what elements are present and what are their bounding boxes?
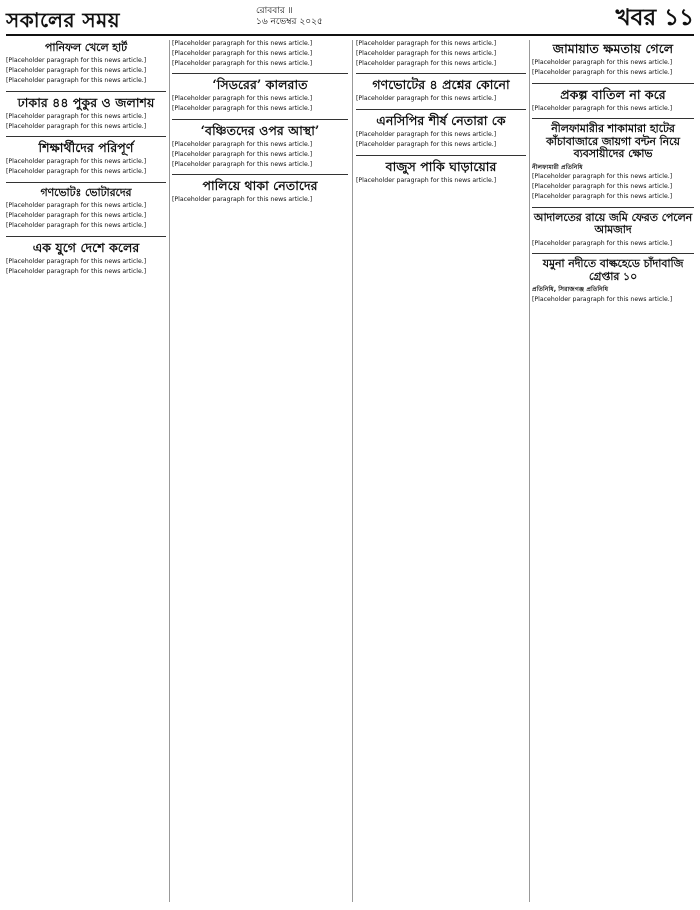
article-paragraph: [Placeholder paragraph for this news article.] [172,40,313,47]
article-paragraph: [Placeholder paragraph for this news article.] [356,59,497,67]
news-article [172,124,348,168]
article-headline[interactable]: গণভোটঃ ভোটারদের [40,185,132,199]
article-paragraph: [Placeholder paragraph for this news article.] [532,296,673,304]
news-article [172,40,348,67]
article-paragraph: [Placeholder paragraph for this news article.] [532,173,673,181]
article-paragraph: [Placeholder paragraph for this news article.] [356,49,497,57]
article-separator [532,118,694,119]
article-headline[interactable]: আদালতের রায়ে জমি ফেরত পেলেন আমজাদ [533,210,693,237]
article-separator [356,109,526,110]
article-headline[interactable]: এনসিপির শীর্ষ নেতারা কে [376,113,506,129]
news-article [6,141,166,176]
issue-date: ১৬ নভেম্বর ২০২৫ [256,17,323,27]
article-paragraph: [Placeholder paragraph for this news article.] [356,95,497,103]
article-headline[interactable]: যমুনা নদীতে বাল্কহেডে চাঁদাবাজি গ্রেপ্তার ১০ [542,257,684,283]
article-paragraph: [Placeholder paragraph for this news article.] [532,104,673,112]
column-divider [169,40,170,902]
article-separator [6,91,166,92]
issue-date-block [256,6,323,28]
article-paragraph: [Placeholder paragraph for this news article.] [6,257,147,265]
news-article [6,187,166,230]
news-article [356,40,526,67]
article-separator [532,207,694,208]
article-paragraph: [Placeholder paragraph for this news article.] [172,160,313,168]
news-column-2 [172,40,348,902]
article-headline[interactable]: জামায়াত ক্ষমতায় গেলে [552,41,674,56]
article-paragraph: [Placeholder paragraph for this news article.] [172,105,313,113]
article-paragraph: [Placeholder paragraph for this news article.] [532,193,673,200]
article-headline[interactable]: ‘সিডরের’ কালরাত [212,77,308,93]
news-column-1 [6,40,166,902]
section-title: খবর ১১ [615,4,694,31]
article-paragraph: [Placeholder paragraph for this news article.] [532,239,673,247]
article-paragraph: [Placeholder paragraph for this news article.] [6,267,147,275]
news-article [356,160,526,185]
article-headline[interactable]: পানিফল খেলে হার্ট [45,41,127,54]
article-paragraph: [Placeholder paragraph for this news article.] [6,57,147,65]
article-separator [6,136,166,137]
article-separator [6,236,166,237]
news-article [532,123,694,200]
article-separator [172,174,348,175]
article-separator [172,119,348,120]
article-paragraph: [Placeholder paragraph for this news article.] [172,140,313,148]
news-article [172,78,348,113]
article-paragraph: [Placeholder paragraph for this news article.] [6,112,147,120]
article-headline[interactable]: গণভোটের ৪ প্রশ্নের কোনো [372,77,510,93]
article-paragraph: [Placeholder paragraph for this news article.] [356,40,497,47]
article-paragraph: [Placeholder paragraph for this news article.] [532,68,673,76]
news-column-4 [532,40,694,902]
article-paragraph: [Placeholder paragraph for this news article.] [6,122,147,130]
article-paragraph: [Placeholder paragraph for this news article.] [172,150,313,158]
masthead [6,4,694,36]
article-paragraph: [Placeholder paragraph for this news article.] [6,212,147,220]
article-separator [6,182,166,183]
article-separator [356,155,526,156]
article-headline[interactable]: এক যুগে দেশে কলের [32,239,140,255]
article-paragraph: [Placeholder paragraph for this news article.] [356,176,497,184]
news-article [356,78,526,103]
article-headline[interactable]: প্রকল্প বাতিল না করে [560,86,666,102]
article-paragraph: [Placeholder paragraph for this news article.] [172,49,313,57]
news-article [532,42,694,77]
article-paragraph: [Placeholder paragraph for this news article.] [6,202,147,210]
article-paragraph: [Placeholder paragraph for this news article.] [356,131,497,139]
article-separator [356,73,526,74]
news-article [6,96,166,131]
news-article [172,179,348,204]
article-paragraph: [Placeholder paragraph for this news article.] [356,140,497,148]
article-headline[interactable]: নীলফামারীর শাকামারা হাটের কাঁচাবাজারে জায়গা বন্টন নিয়ে ব্যবসায়ীদের ক্ষোভ [546,122,680,161]
news-column-3 [356,40,526,902]
article-paragraph: [Placeholder paragraph for this news article.] [532,183,673,191]
article-paragraph: [Placeholder paragraph for this news article.] [532,59,673,66]
news-article [532,258,694,303]
article-headline[interactable]: ঢাকার ৪৪ পুকুর ও জলাশয় [17,94,155,110]
news-article [6,241,166,276]
article-separator [532,83,694,84]
issue-day: রোববার ॥ [256,6,293,16]
article-paragraph: [Placeholder paragraph for this news article.] [6,168,147,176]
article-paragraph: [Placeholder paragraph for this news article.] [6,221,147,229]
article-paragraph: [Placeholder paragraph for this news article.] [6,158,147,166]
column-divider [352,40,353,902]
article-separator [532,253,694,254]
article-paragraph: [Placeholder paragraph for this news article.] [6,77,147,84]
article-paragraph: [Placeholder paragraph for this news article.] [172,59,313,67]
article-byline: প্রতিনিধি, সিরাজগঞ্জ প্রতিনিধি [532,286,609,294]
article-byline: নীলফামারী প্রতিনিধি [532,163,583,171]
paper-name: সকালের সময় [6,8,121,32]
article-separator [172,73,348,74]
column-divider [529,40,530,902]
article-headline[interactable]: বাজুস পাকি ঘাড়ায়োর [385,158,497,174]
news-article [532,212,694,248]
news-article [356,114,526,149]
article-headline[interactable]: ‘বঞ্চিতদের ওপর আস্থা’ [200,122,320,138]
article-paragraph: [Placeholder paragraph for this news article.] [172,196,313,204]
article-paragraph: [Placeholder paragraph for this news article.] [172,95,313,103]
news-article [6,42,166,85]
article-paragraph: [Placeholder paragraph for this news article.] [6,67,147,75]
news-article [532,88,694,113]
article-headline[interactable]: শিক্ষার্থীদের পরিপূর্ণ [38,140,134,156]
article-headline[interactable]: পালিয়ে থাকা নেতাদের [202,178,318,194]
